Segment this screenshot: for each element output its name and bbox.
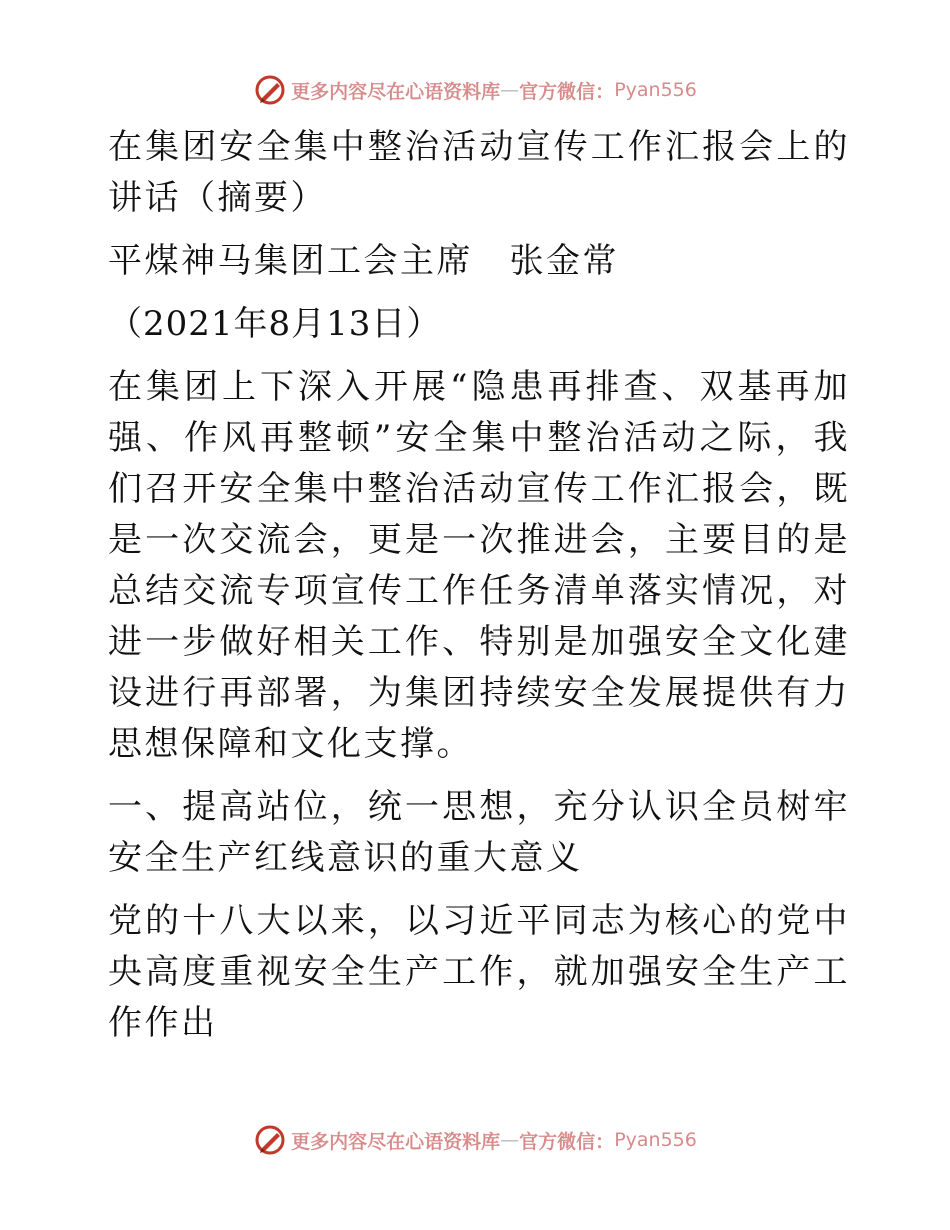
banner-site-text: 更多内容尽在心语资料库	[291, 1130, 501, 1153]
header-banner	[0, 70, 950, 110]
banner-separator: —	[500, 1129, 520, 1151]
pen-logo-icon	[253, 1123, 287, 1157]
banner-wechat-label: 官方微信：	[519, 1130, 615, 1153]
document-author: 平煤神马集团工会主席 张金常	[108, 241, 619, 281]
banner-site-text: 更多内容尽在心语资料库	[291, 80, 501, 103]
document-date: （2021年8月13日）	[108, 304, 442, 344]
document-body	[98, 122, 850, 1061]
body-paragraph: 在集团上下深入开展“隐患再排查、双基再加强、作风再整顿”安全集中整治活动之际，我们召开安全集中整治活动宣传工作汇报会，既是一次交流会，更是一次推进会，主要目的是总结交流专项宣传工作任务清单落实情况，对进一步做好相关工作、特别是加强安全文化建设进行再部署，为集团持续安全发展提供有力思想保障和文化支撑。	[108, 367, 850, 764]
body-paragraph: 党的十八大以来，以习近平同志为核心的党中央高度重视安全生产工作，就加强安全生产工作作出	[108, 901, 850, 1043]
footer-banner	[0, 1120, 950, 1160]
section-heading: 一、提高站位，统一思想，充分认识全员树牢安全生产红线意识的重大意义	[108, 787, 850, 878]
pen-logo-icon	[253, 73, 287, 107]
banner-wechat-label: 官方微信：	[519, 80, 615, 103]
banner-separator: —	[500, 79, 520, 101]
banner-wechat-id: Pyan556	[614, 1129, 697, 1151]
document-title: 在集团安全集中整治活动宣传工作汇报会上的讲话（摘要）	[108, 127, 850, 218]
banner-wechat-id: Pyan556	[614, 79, 697, 101]
